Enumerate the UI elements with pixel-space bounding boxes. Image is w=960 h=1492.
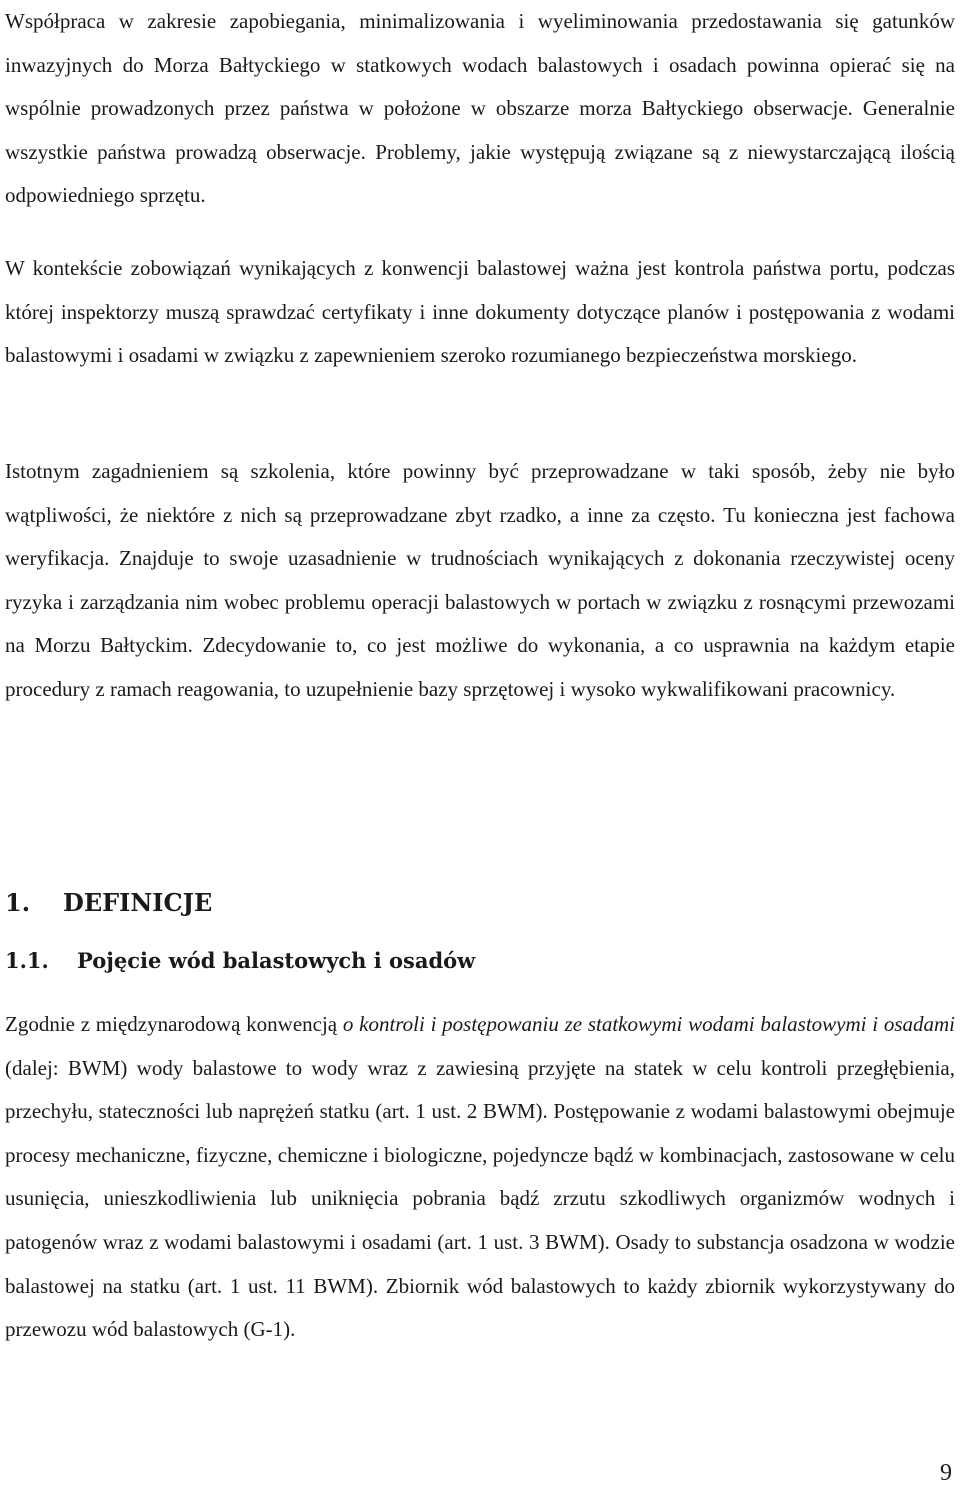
paragraph-bwm-definition bbox=[5, 1003, 955, 1352]
subsection-heading-ballast-water bbox=[5, 942, 475, 980]
subsection-title: Pojęcie wód balastowych i osadów bbox=[77, 948, 476, 973]
section-title: DEFINICJE bbox=[63, 888, 213, 917]
subsection-number: 1.1. bbox=[5, 948, 49, 973]
convention-title: o kontroli i postępowaniu ze statkowymi wodami balastowymi i osadami bbox=[342, 1012, 955, 1036]
section-heading-definitions bbox=[5, 883, 212, 923]
paragraph-training: Istotnym zagadnieniem są szkolenia, które powinny być przeprowadzane w taki sposób, żeby nie było wątpliwości, że niektóre z nich są przeprowadzane zbyt rzadko, a inne za często. Tu konieczna jest fachowa weryfikacja. Znajduje to swoje uzasadnienie w trudnościach wynikających z dokonania rzeczywistej oceny ryzyka i zarządzania nim wobec problemu operacji balastowych w portach w związku z rosnącymi przewozami na Morzu Bałtyckim. Zdecydowanie to, co jest możliwe do wykonania, a co usprawnia na każdym etapie procedury z ramach reagowania, to uzupełnienie bazy sprzętowej i wysoko wykwalifikowani pracownicy. bbox=[5, 459, 955, 701]
paragraph-cooperation: Współpraca w zakresie zapobiegania, minimalizowania i wyeliminowania przedostawania się gatunków inwazyjnych do Morza Bałtyckiego w statkowych wodach balastowych i osadach powinna opierać się na wspólnie prowadzonych przez państwa w położone w obszarze morza Bałtyckiego obserwacje. Generalnie wszystkie państwa prowadzą obserwacje. Problemy, jakie występują związane są z niewystarczającą ilością odpowiedniego sprzętu. bbox=[5, 9, 955, 208]
paragraph-port-state-control: W kontekście zobowiązań wynikających z konwencji balastowej ważna jest kontrola państwa portu, podczas której inspektorzy muszą sprawdzać certyfikaty i inne dokumenty dotyczące planów i postępowania z wodami balastowymi i osadami w związku z zapewnieniem szeroko rozumianego bezpieczeństwa morskiego. bbox=[5, 256, 955, 368]
section-number: 1. bbox=[5, 888, 31, 917]
bwm-text-body: (dalej: BWM) wody balastowe to wody wraz z zawiesiną przyjęte na statek w celu kontroli przegłębienia, przechyłu, stateczności lub naprężeń statku (art. 1 ust. 2 BWM). Postępowanie z wodami balastowymi obejmuje procesy mechaniczne, fizyczne, chemiczne i biologiczne, pojedyncze bądź w kombinacjach, zastosowane w celu usunięcia, unieszkodliwienia lub uniknięcia pobrania bądź zrzutu szkodliwych organizmów wodnych i patogenów wraz z wodami balastowymi i osadami (art. 1 ust. 3 BWM). Osady to substancja osadzona w wodzie balastowej na statku (art. 1 ust. 11 BWM). Zbiornik wód balastowych to każdy zbiornik wykorzystywany do przewozu wód balastowych (G-1). bbox=[5, 1055, 955, 1342]
page-number: 9 bbox=[940, 1460, 952, 1486]
bwm-text-intro: Zgodnie z międzynarodową konwencją bbox=[5, 1012, 343, 1036]
